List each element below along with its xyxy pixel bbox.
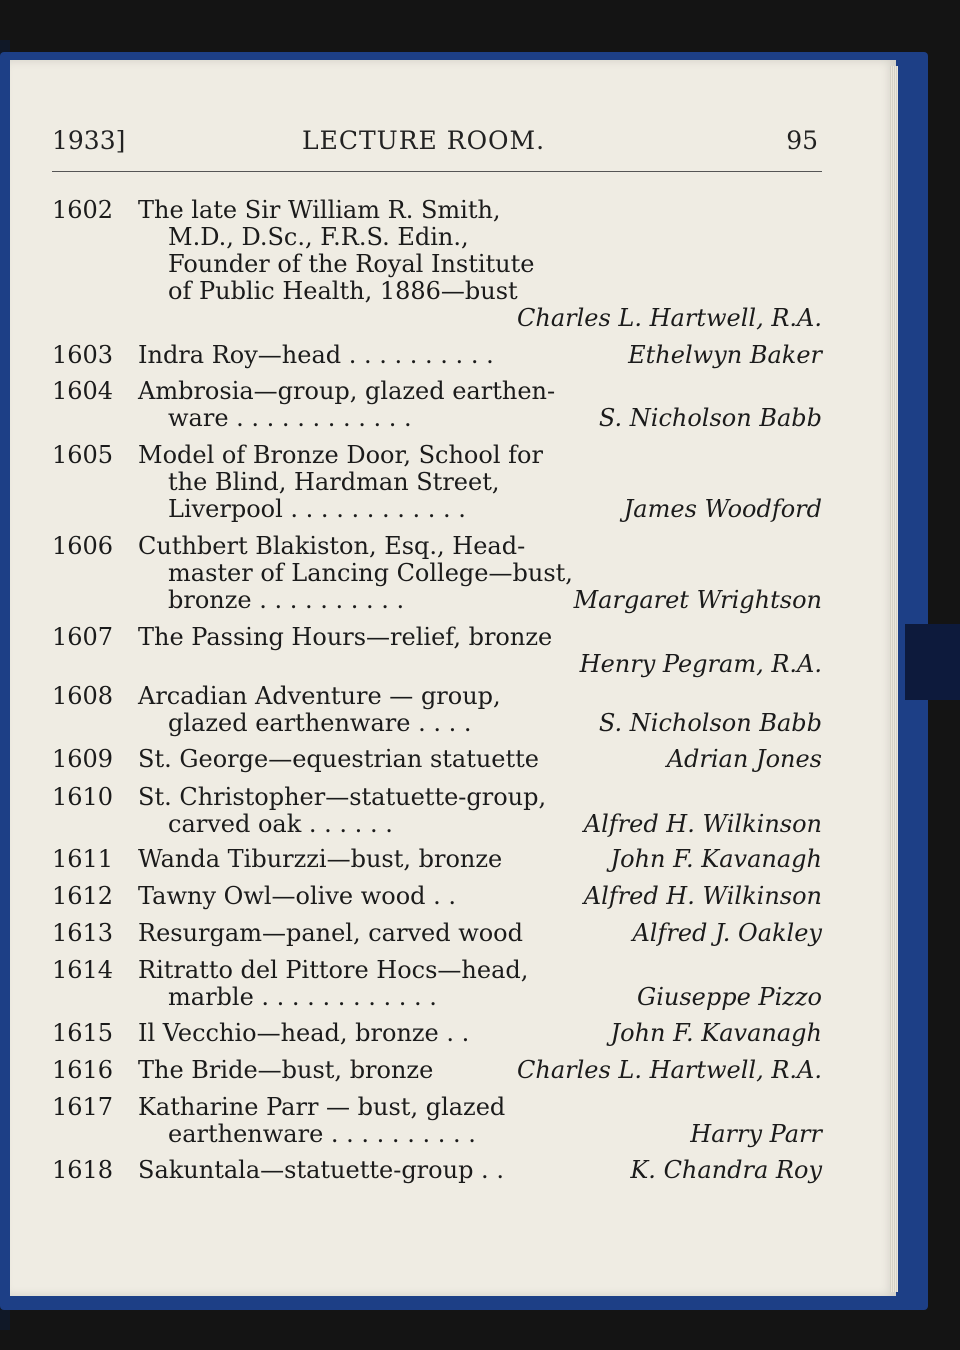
entry-description: The late Sir William R. Smith,	[138, 196, 501, 224]
entry-number: 1611	[52, 845, 114, 873]
entry-description: marble . . . . . . . . . . . .	[168, 983, 437, 1011]
entry-description: M.D., D.Sc., F.R.S. Edin.,	[168, 223, 469, 251]
catalogue-line	[0, 743, 960, 775]
entry-artist: S. Nicholson Babb	[598, 404, 822, 432]
entry-description: Cuthbert Blakiston, Esq., Head-	[138, 532, 526, 560]
entry-description: the Blind, Hardman Street,	[168, 468, 500, 496]
entry-description: Tawny Owl—olive wood . .	[138, 882, 457, 910]
catalogue-line	[0, 1054, 960, 1086]
entry-description: Arcadian Adventure — group,	[138, 682, 501, 710]
entry-artist: K. Chandra Roy	[630, 1156, 822, 1184]
entry-artist: James Woodford	[623, 495, 822, 523]
entry-description: Katharine Parr — bust, glazed	[138, 1093, 506, 1121]
header-title: LECTURE ROOM.	[302, 126, 546, 155]
entry-description: St. Christopher—statuette-group,	[138, 783, 547, 811]
catalogue-line	[0, 402, 960, 434]
entry-artist: Ethelwyn Baker	[628, 341, 822, 369]
entry-artist: John F. Kavanagh	[610, 845, 822, 873]
entry-number: 1604	[52, 377, 114, 405]
entry-artist: Charles L. Hartwell, R.A.	[517, 1056, 822, 1084]
entry-artist: Alfred H. Wilkinson	[583, 882, 822, 910]
entry-artist: Adrian Jones	[666, 745, 822, 773]
entry-number: 1609	[52, 745, 114, 773]
entry-description: Sakuntala—statuette-group . .	[138, 1156, 504, 1184]
entry-artist: Alfred H. Wilkinson	[583, 810, 822, 838]
entry-description: Liverpool . . . . . . . . . . . .	[168, 495, 466, 523]
entry-artist: Giuseppe Pizzo	[637, 983, 822, 1011]
entry-description: The Passing Hours—relief, bronze	[138, 623, 553, 651]
entry-artist: Henry Pegram, R.A.	[579, 650, 822, 678]
catalogue-line	[0, 981, 960, 1013]
entry-number: 1618	[52, 1156, 114, 1184]
entry-description: Model of Bronze Door, School for	[138, 441, 543, 469]
entry-description: St. George—equestrian statuette	[138, 745, 540, 773]
catalogue-line	[0, 648, 960, 680]
entry-artist: Margaret Wrightson	[573, 586, 822, 614]
entry-artist: Alfred J. Oakley	[632, 919, 822, 947]
entry-description: Ritratto del Pittore Hocs—head,	[138, 956, 529, 984]
entry-artist: Harry Parr	[690, 1120, 822, 1148]
entry-number: 1616	[52, 1056, 114, 1084]
entry-artist: Charles L. Hartwell, R.A.	[517, 304, 822, 332]
entry-description: of Public Health, 1886—bust	[168, 277, 518, 305]
catalogue-line	[0, 493, 960, 525]
entry-number: 1614	[52, 956, 114, 984]
catalogue-line	[0, 1017, 960, 1049]
header-rule	[52, 171, 822, 172]
catalogue-line	[0, 808, 960, 840]
entry-description: carved oak . . . . . .	[168, 810, 393, 838]
entry-description: Il Vecchio—head, bronze . .	[138, 1019, 470, 1047]
catalogue-line	[0, 707, 960, 739]
entry-description: Resurgam—panel, carved wood	[138, 919, 523, 947]
entry-number: 1612	[52, 882, 114, 910]
entry-description: Founder of the Royal Institute	[168, 250, 535, 278]
running-header	[52, 126, 822, 166]
entry-description: Wanda Tiburzzi—bust, bronze	[138, 845, 503, 873]
entry-number: 1610	[52, 783, 114, 811]
catalogue-line	[0, 843, 960, 875]
catalogue-line	[0, 880, 960, 912]
entry-description: master of Lancing College—bust,	[168, 559, 573, 587]
entry-number: 1605	[52, 441, 114, 469]
entry-number: 1613	[52, 919, 114, 947]
entry-description: glazed earthenware . . . .	[168, 709, 472, 737]
entry-number: 1607	[52, 623, 114, 651]
catalogue-line	[0, 584, 960, 616]
entry-description: The Bride—bust, bronze	[138, 1056, 434, 1084]
entry-number: 1615	[52, 1019, 114, 1047]
catalogue-line	[0, 917, 960, 949]
entry-artist: John F. Kavanagh	[610, 1019, 822, 1047]
entry-number: 1617	[52, 1093, 114, 1121]
entry-description: earthenware . . . . . . . . . .	[168, 1120, 476, 1148]
header-year: 1933]	[52, 126, 126, 155]
entry-number: 1603	[52, 341, 114, 369]
catalogue-line	[0, 1154, 960, 1186]
entry-description: ware . . . . . . . . . . . .	[168, 404, 412, 432]
entry-number: 1602	[52, 196, 114, 224]
entry-number: 1606	[52, 532, 114, 560]
entry-description: Ambrosia—group, glazed earthen-	[138, 377, 556, 405]
entry-description: bronze . . . . . . . . . .	[168, 586, 405, 614]
catalogue-line	[0, 1118, 960, 1150]
catalogue-line	[0, 302, 960, 334]
entry-artist: S. Nicholson Babb	[598, 709, 822, 737]
page-number: 95	[786, 126, 818, 155]
catalogue-line	[0, 339, 960, 371]
entry-description: Indra Roy—head . . . . . . . . . .	[138, 341, 494, 369]
entry-number: 1608	[52, 682, 114, 710]
